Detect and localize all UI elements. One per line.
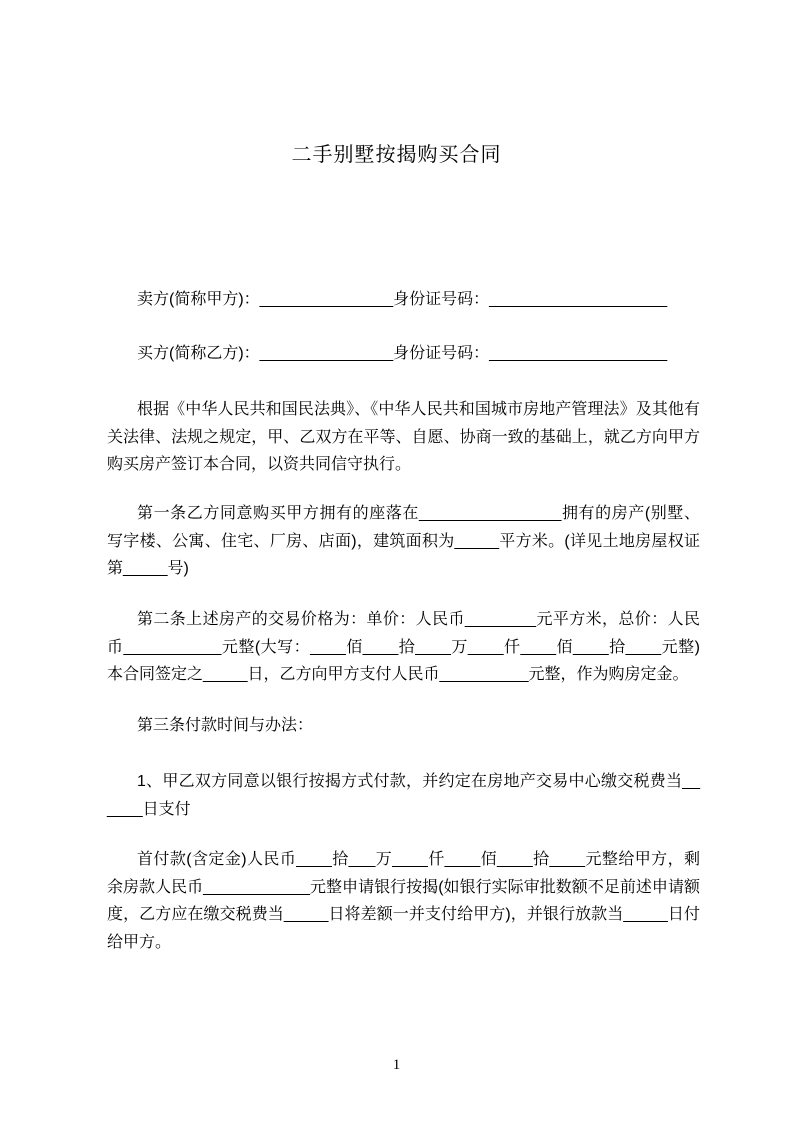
article-1-paragraph: 第一条乙方同意购买甲方拥有的座落在________________拥有的房产(别墅、写字楼、公寓、住宅、厂房、店面)，建筑面积为_____平方米。(详见土地房屋权证第_____号)	[107, 505, 700, 577]
document-title: 二手别墅按揭购买合同	[291, 144, 502, 166]
article-3-item-1: 1、甲乙双方同意以银行按揭方式付款，并约定在房地产交易中心缴交税费当______日支付	[107, 773, 700, 818]
article-3-down-payment-paragraph: 首付款(含定金)人民币____拾___万____仟____佰____拾____元整给甲方，剩余房款人民币____________元整申请银行按揭(如银行实际审批数额不足前述申请额度，乙方应在缴交税费当_____日将差额一并支付给甲方)，并银行放款当_____日付给甲方。	[107, 851, 700, 951]
seller-line: 卖方(简称甲方)：_______________身份证号码：____________________	[137, 291, 668, 308]
article-3-heading: 第三条付款时间与办法：	[137, 717, 314, 734]
buyer-line: 买方(简称乙方)：_______________身份证号码：____________________	[137, 345, 668, 362]
article-2-paragraph: 第二条上述房产的交易价格为：单价：人民币________元平方米，总价：人民币___________元整(大写：____佰____拾____万____仟____佰____拾____元整)本合同签定之_____日，乙方向甲方支付人民币__________元整，作为购房定金。	[107, 611, 700, 683]
page-number: 1	[392, 1057, 401, 1073]
preamble-paragraph: 根据《中华人民共和国民法典》、《中华人民共和国城市房地产管理法》及其他有关法律、法规之规定，甲、乙双方在平等、自愿、协商一致的基础上，就乙方向甲方购买房产签订本合同，以资共同信守执行。	[107, 401, 700, 473]
